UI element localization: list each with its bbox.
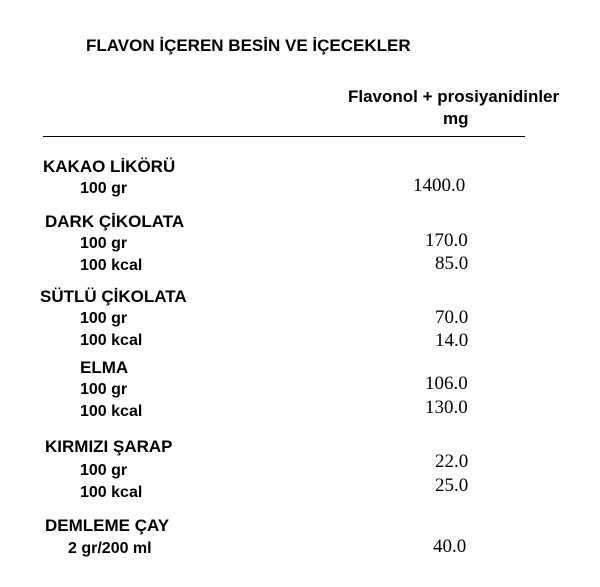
item-unit: 100 gr <box>80 180 128 197</box>
item-value: 170.0 <box>425 230 468 251</box>
item-value: 25.0 <box>435 475 469 496</box>
item-name-brewed-tea: DEMLEME ÇAY <box>45 516 170 535</box>
item-name-apple: ELMA <box>80 358 129 377</box>
item-value: 22.0 <box>435 451 469 472</box>
item-value: 70.0 <box>435 307 469 328</box>
item-value: 130.0 <box>425 397 468 418</box>
item-name-cocoa-liquor: KAKAO LİKÖRÜ <box>43 157 176 176</box>
item-unit: 100 gr <box>80 462 128 479</box>
column-header-unit: mg <box>443 109 469 128</box>
page-title: FLAVON İÇEREN BESİN VE İÇECEKLER <box>86 36 411 55</box>
item-value: 106.0 <box>425 373 468 394</box>
item-name-red-wine: KIRMIZI ŞARAP <box>45 437 173 456</box>
item-unit: 100 kcal <box>80 403 143 420</box>
item-value: 1400.0 <box>413 175 466 196</box>
column-header-label: Flavonol + prosiyanidinler <box>348 87 560 106</box>
item-unit: 100 kcal <box>80 484 143 501</box>
item-name-milk-chocolate: SÜTLÜ ÇİKOLATA <box>40 287 187 306</box>
item-unit: 100 gr <box>80 381 128 398</box>
item-unit: 100 gr <box>80 235 128 252</box>
item-unit: 100 gr <box>80 310 128 327</box>
item-value: 40.0 <box>433 536 467 557</box>
item-unit: 100 kcal <box>80 332 143 349</box>
item-unit: 2 gr/200 ml <box>68 540 152 557</box>
item-name-dark-chocolate: DARK ÇİKOLATA <box>45 212 185 231</box>
item-value: 85.0 <box>435 253 469 274</box>
item-unit: 100 kcal <box>80 257 143 274</box>
item-value: 14.0 <box>435 330 469 351</box>
header-divider <box>43 136 525 137</box>
